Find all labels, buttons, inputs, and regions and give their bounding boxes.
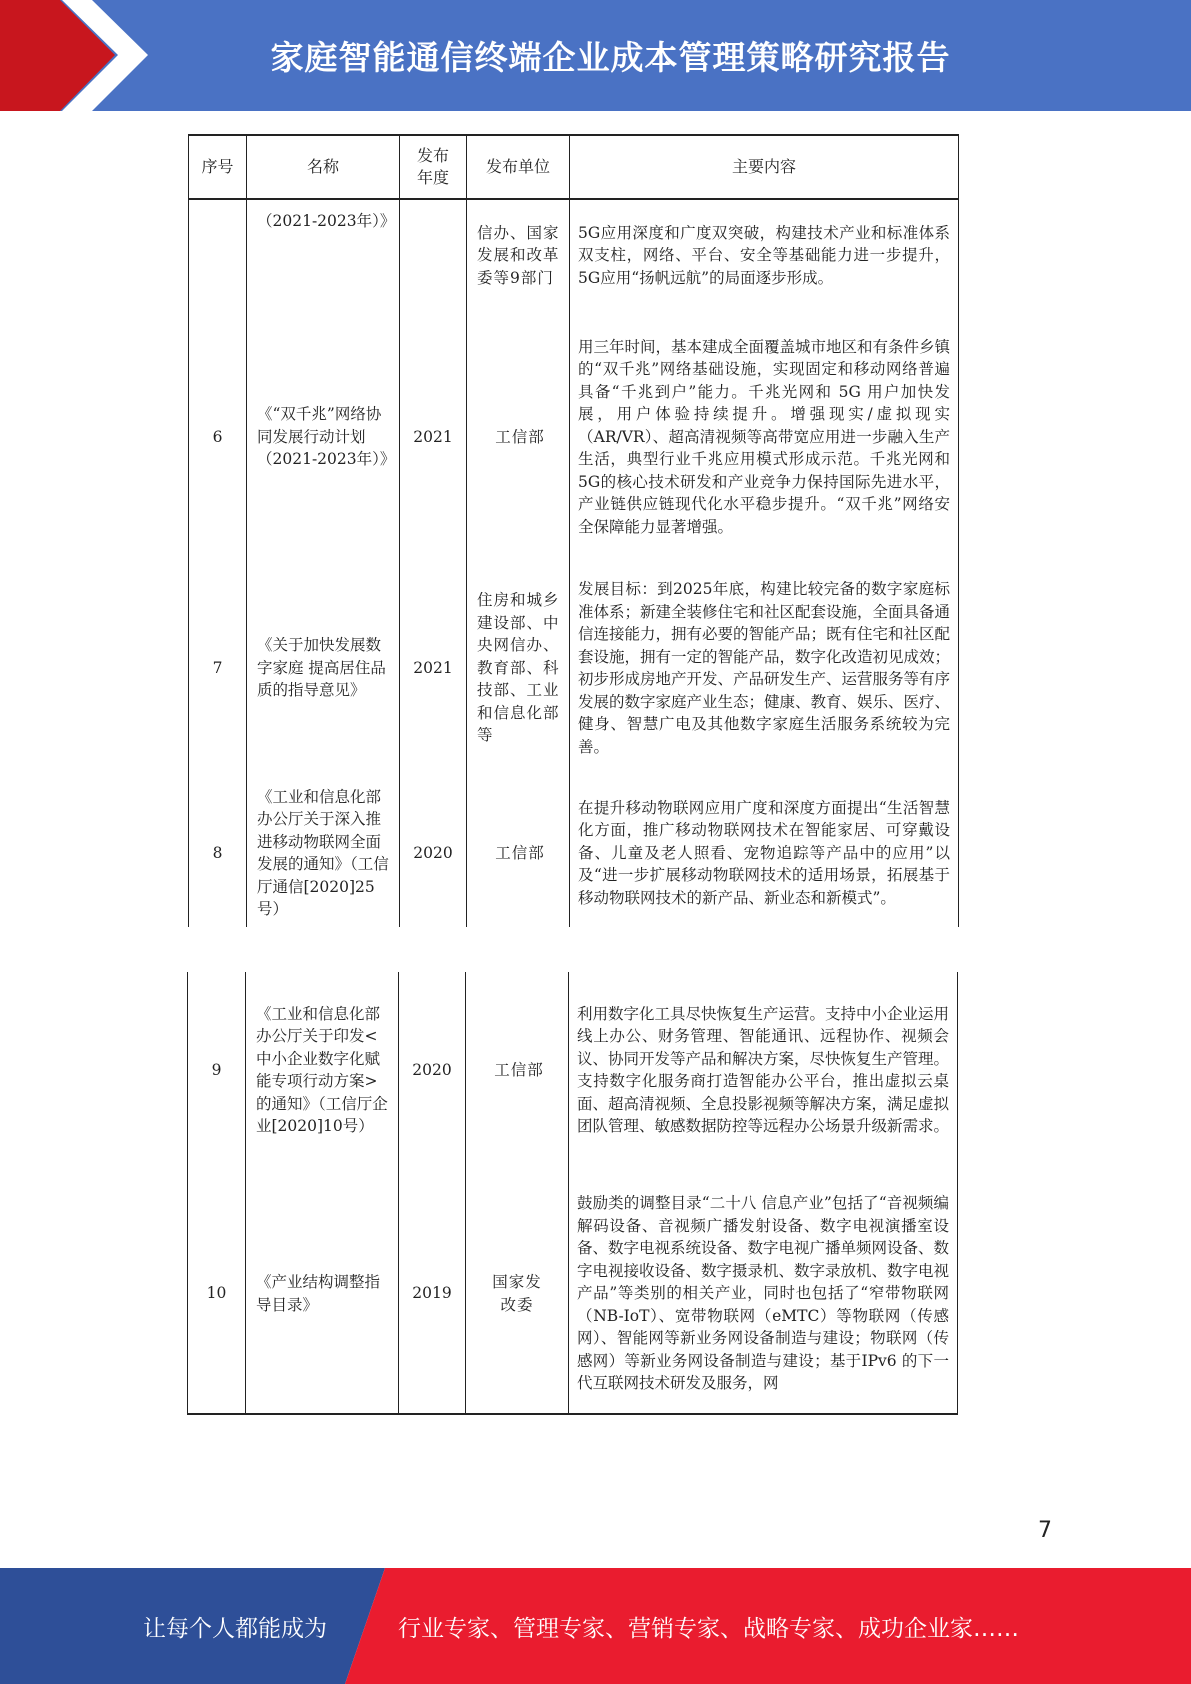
row-year bbox=[400, 199, 467, 311]
header-num: 序号 bbox=[189, 135, 247, 199]
row-num: 7 bbox=[189, 563, 247, 773]
header-content: 主要内容 bbox=[570, 135, 959, 199]
row-unit: 国家发改委 bbox=[466, 1174, 569, 1414]
row-name: （2021-2023年）》 bbox=[247, 199, 400, 311]
footer-band bbox=[0, 1568, 1191, 1684]
row-unit: 信办、国家发展和改革委等9部门 bbox=[467, 199, 570, 311]
row-num bbox=[189, 199, 247, 311]
row-name: 《工业和信息化部办公厅关于深入推进移动物联网全面发展的通知》（工信厅通信[2020]25号） bbox=[247, 779, 400, 927]
table-row bbox=[189, 317, 959, 557]
row-content: 在提升移动物联网应用广度和深度方面提出“生活智慧化方面，推广移动物联网技术在智能家居、可穿戴设备、儿童及老人照看、宠物追踪等产品中的应用”以及“进一步扩展移动物联网技术的适用场景，拓展基于移动物联网技术的新产品、新业态和新模式”。 bbox=[570, 779, 959, 927]
row-unit: 工信部 bbox=[467, 317, 570, 557]
row-num: 10 bbox=[188, 1174, 246, 1414]
policy-table-2 bbox=[187, 972, 958, 1415]
table-row bbox=[188, 972, 958, 1168]
row-content: 用三年时间，基本建成全面覆盖城市地区和有条件乡镇的“双千兆”网络基础设施，实现固定和移动网络普遍具备“千兆到户”能力。千兆光网和 5G 用户加快发展，用户体验持续提升。增强现实/虚拟现实（AR/VR）、超高清视频等高带宽应用进一步融入生产生活，典型行业千兆应用模式形成示范。千兆光网和5G的核心技术研发和产业竞争力保持国际先进水平，产业链供应链现代化水平稳步提升。“双千兆”网络安全保障能力显著增强。 bbox=[570, 317, 959, 557]
row-year: 2020 bbox=[399, 972, 466, 1168]
row-name: 《工业和信息化部办公厅关于印发<中小企业数字化赋能专项行动方案>的通知》（工信厅企业[2020]10号） bbox=[246, 972, 399, 1168]
row-num: 8 bbox=[189, 779, 247, 927]
header-name: 名称 bbox=[247, 135, 400, 199]
header-unit: 发布单位 bbox=[467, 135, 570, 199]
policy-table-1 bbox=[188, 134, 959, 927]
page-number: 7 bbox=[1038, 1518, 1052, 1543]
row-content: 利用数字化工具尽快恢复生产运营。支持中小企业运用线上办公、财务管理、智能通讯、远程协作、视频会议、协同开发等产品和解决方案，尽快恢复生产管理。支持数字化服务商打造智能办公平台，推出虚拟云桌面、超高清视频、全息投影视频等解决方案，满足虚拟团队管理、敏感数据防控等远程办公场景升级新需求。 bbox=[569, 972, 958, 1168]
row-name: 《产业结构调整指导目录》 bbox=[246, 1174, 399, 1414]
table-row bbox=[189, 779, 959, 927]
row-content: 鼓励类的调整目录“二十八 信息产业”包括了“音视频编解码设备、音视频广播发射设备、数字电视演播室设备、数字电视系统设备、数字电视广播单频网设备、数字电视接收设备、数字摄录机、数字录放机、数字电视产品”等类别的相关产业，同时也包括了“窄带物联网（NB-IoT）、宽带物联网（eMTC）等物联网（传感网）、智能网等新业务网设备制造与建设；物联网（传感网）等新业务网设备制造与建设；基于IPv6 的下一代互联网技术研发及服务，网 bbox=[569, 1174, 958, 1414]
row-year: 2019 bbox=[399, 1174, 466, 1414]
table-header-row bbox=[189, 135, 959, 199]
row-num: 6 bbox=[189, 317, 247, 557]
table-row bbox=[188, 1174, 958, 1414]
footer-right-text: 行业专家、管理专家、营销专家、战略专家、成功企业家…… bbox=[398, 1615, 1019, 1642]
header-band bbox=[0, 0, 1191, 111]
row-year: 2021 bbox=[400, 563, 467, 773]
row-content: 发展目标：到2025年底，构建比较完备的数字家庭标准体系；新建全装修住宅和社区配套设施，全面具备通信连接能力，拥有必要的智能产品；既有住宅和社区配套设施，拥有一定的智能产品，数字化改造初见成效；初步形成房地产开发、产品研发生产、运营服务等有序发展的数字家庭产业生态；健康、教育、娱乐、医疗、健身、智慧广电及其他数字家庭生活服务系统较为完善。 bbox=[570, 563, 959, 773]
row-name: 《关于加快发展数字家庭 提高居住品质的指导意见》 bbox=[247, 563, 400, 773]
header-title: 家庭智能通信终端企业成本管理策略研究报告 bbox=[270, 38, 951, 77]
row-unit: 住房和城乡建设部、中央网信办、教育部、科技部、工业和信息化部等 bbox=[467, 563, 570, 773]
row-num: 9 bbox=[188, 972, 246, 1168]
table-row bbox=[189, 199, 959, 311]
table-row bbox=[189, 563, 959, 773]
row-year: 2021 bbox=[400, 317, 467, 557]
row-unit: 工信部 bbox=[467, 779, 570, 927]
footer-left-text: 让每个人都能成为 bbox=[143, 1615, 327, 1642]
row-name: 《“双千兆”网络协同发展行动计划（2021-2023年）》 bbox=[247, 317, 400, 557]
row-year: 2020 bbox=[400, 779, 467, 927]
row-unit: 工信部 bbox=[466, 972, 569, 1168]
header-year: 发布年度 bbox=[400, 135, 467, 199]
row-content: 5G应用深度和广度双突破，构建技术产业和标准体系双支柱，网络、平台、安全等基础能力进一步提升，5G应用“扬帆远航”的局面逐步形成。 bbox=[570, 199, 959, 311]
